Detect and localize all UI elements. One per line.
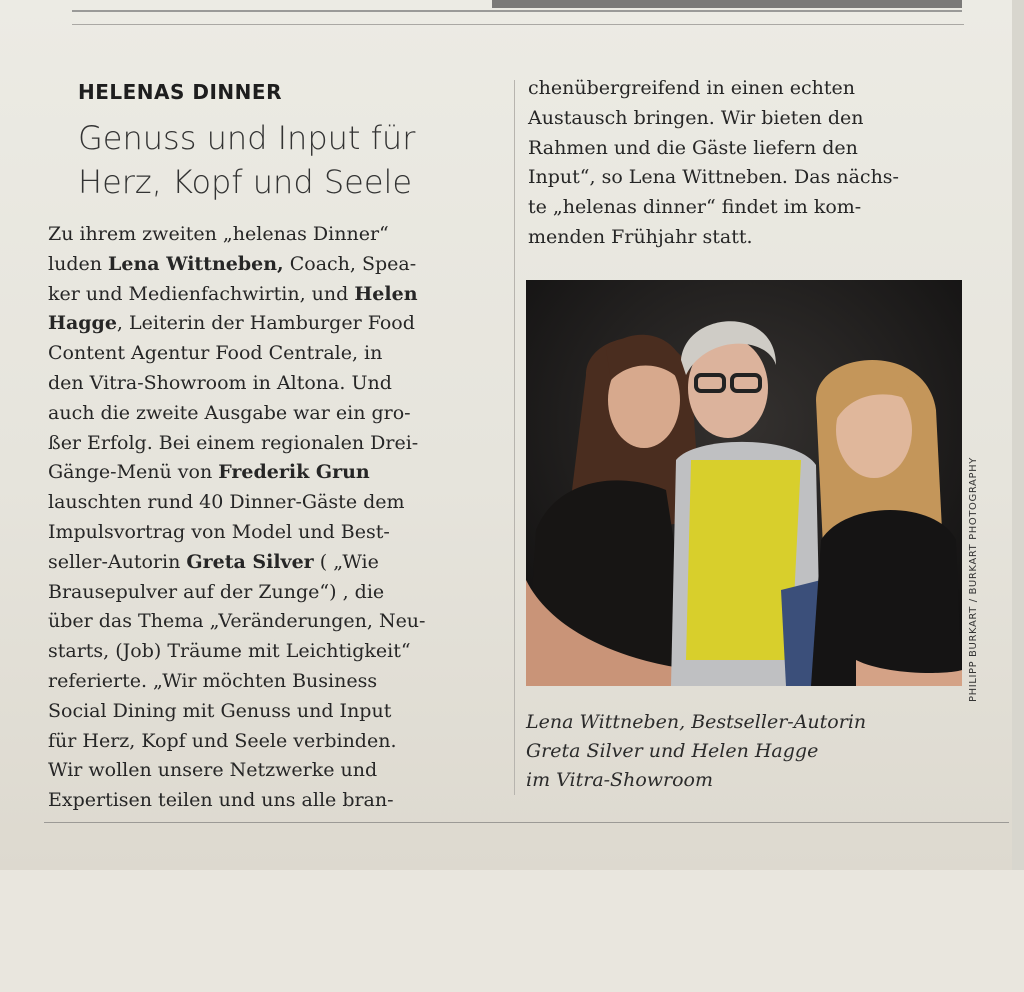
- text-segment: Gänge-Menü von: [48, 461, 219, 484]
- body-line: [48, 697, 488, 727]
- caption-line: im Vitra-Showroom: [526, 769, 713, 791]
- body-line: [48, 548, 488, 578]
- text-segment: Zu ihrem zweiten „helenas Dinner“: [48, 223, 389, 245]
- article-photo: [526, 280, 962, 686]
- text-segment: Brausepulver auf der Zunge“) , die: [48, 580, 385, 603]
- photo-caption: [526, 708, 946, 795]
- body-line: [48, 250, 488, 280]
- body-line: [48, 756, 488, 786]
- column-divider: [514, 80, 515, 795]
- text-segment: für Herz, Kopf und Seele verbinden.: [48, 729, 397, 752]
- bold-name: Greta Silver: [186, 550, 314, 573]
- body-line: menden Frühjahr statt.: [528, 225, 753, 248]
- headline-line: Herz, Kopf und Seele: [78, 163, 413, 201]
- photo-credit-container: [968, 457, 980, 992]
- text-segment: den Vitra-Showroom in Altona. Und: [48, 371, 392, 394]
- previous-article-edge: [72, 0, 962, 12]
- text-segment: auch die zweite Ausgabe war ein gro-: [48, 401, 411, 424]
- text-segment: , Leiterin der Hamburger Food: [116, 312, 415, 335]
- text-segment: referierte. „Wir möchten Business: [48, 669, 378, 692]
- body-line: [48, 667, 488, 697]
- body-line: [48, 607, 488, 637]
- text-segment: seller-Autorin: [48, 550, 187, 573]
- body-line: [48, 429, 488, 459]
- body-line: [48, 339, 488, 369]
- bold-name: Hagge: [48, 312, 117, 335]
- caption-line: Greta Silver und Helen Hagge: [526, 740, 819, 762]
- body-line: chenübergreifend in einen echten: [528, 77, 856, 99]
- body-line: Austausch bringen. Wir bieten den: [528, 106, 864, 129]
- text-segment: ker und Medienfachwirtin, und: [48, 282, 355, 305]
- body-line: Rahmen und die Gäste liefern den: [528, 136, 858, 159]
- caption-line: Lena Wittneben, Bestseller-Autorin: [526, 711, 867, 733]
- bold-name: Frederik Grun: [218, 461, 370, 484]
- body-line: [48, 727, 488, 757]
- text-segment: Expertisen teilen und uns alle bran-: [48, 789, 394, 812]
- text-segment: lauschten rund 40 Dinner-Gäste dem: [48, 491, 405, 514]
- bold-name: Lena Wittneben,: [108, 252, 284, 275]
- text-segment: Content Agentur Food Centrale, in: [48, 342, 383, 365]
- article-kicker: HELENAS DINNER: [78, 80, 282, 104]
- body-line: [48, 488, 488, 518]
- previous-image-edge: [492, 0, 962, 8]
- body-line: te „helenas dinner“ findet im kom-: [528, 196, 862, 219]
- body-line: [48, 458, 488, 488]
- body-line: [48, 518, 488, 548]
- top-rule: [72, 24, 964, 25]
- text-segment: über das Thema „Veränderungen, Neu-: [48, 610, 426, 633]
- headline-line: Genuss und Input für: [78, 119, 416, 157]
- body-line: [48, 786, 488, 816]
- body-line: [48, 280, 488, 310]
- text-segment: Coach, Spea-: [283, 252, 417, 275]
- body-line: [48, 399, 488, 429]
- body-line: [48, 578, 488, 608]
- article-headline: [78, 116, 508, 204]
- text-segment: Impulsvortrag von Model und Best-: [48, 520, 390, 543]
- body-line: Input“, so Lena Wittneben. Das nächs-: [528, 166, 899, 189]
- body-line: [48, 369, 488, 399]
- body-line: [48, 220, 488, 250]
- bold-name: Helen: [354, 282, 418, 305]
- text-segment: ßer Erfolg. Bei einem regionalen Drei-: [48, 431, 419, 454]
- body-line: [48, 637, 488, 667]
- text-segment: ( „Wie: [313, 550, 379, 573]
- body-line: [48, 309, 488, 339]
- bottom-rule: [44, 822, 1009, 823]
- photo-illustration: [526, 280, 962, 686]
- page-edge: [1012, 0, 1024, 870]
- text-segment: starts, (Job) Träume mit Leichtigkeit“: [48, 640, 411, 663]
- text-segment: Wir wollen unsere Netzwerke und: [48, 759, 378, 782]
- article-body-right: [528, 74, 968, 253]
- article-body-left: [48, 220, 488, 816]
- photo-credit: PHILIPP BURKART / BURKART PHOTOGRAPHY: [968, 457, 979, 702]
- text-segment: Social Dining mit Genuss und Input: [48, 699, 392, 722]
- text-segment: luden: [48, 252, 108, 275]
